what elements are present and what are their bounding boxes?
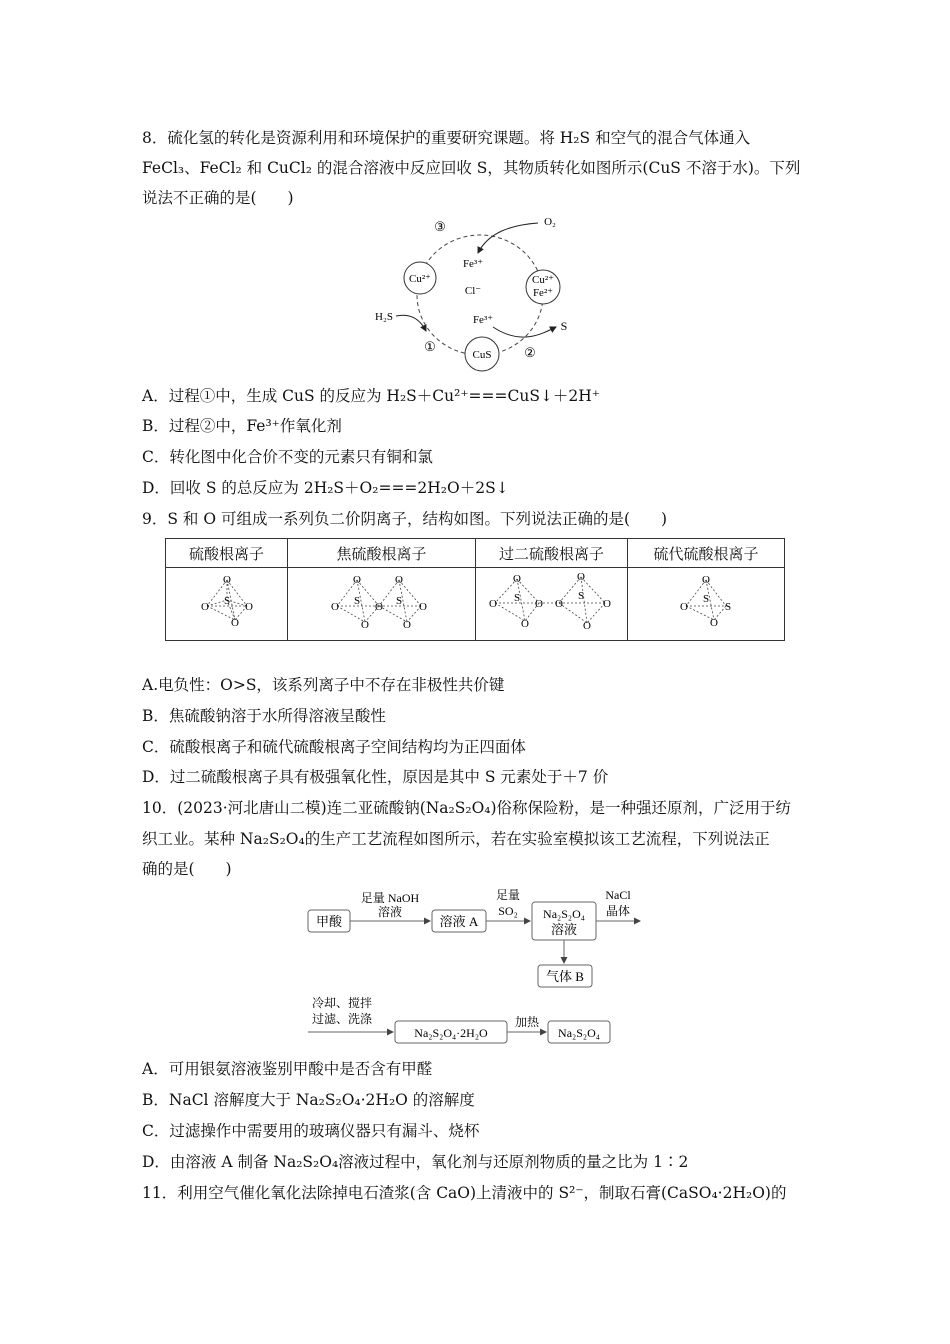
cell-thiosulfate xyxy=(628,568,785,641)
atom-o: O xyxy=(418,601,427,613)
q8-option-b: B．过程②中，Fe³⁺作氧化剂 xyxy=(142,417,342,435)
formic-acid-box: 甲酸 xyxy=(315,914,343,929)
nacl-label-bottom: 晶体 xyxy=(605,904,631,918)
fe2-right-label: Fe²⁺ xyxy=(532,287,554,299)
atom-o: O xyxy=(582,620,591,632)
peroxodisulfate-structure xyxy=(487,571,617,633)
fe3-low-label: Fe³⁺ xyxy=(472,314,494,326)
naoh-label-bottom: 溶液 xyxy=(377,905,403,919)
q8-option-d: D．回收 S 的总反应为 2H₂S＋O₂===2H₂O＋2S↓ xyxy=(142,479,509,497)
ion-structure-table xyxy=(165,538,785,641)
atom-o: O xyxy=(200,601,209,613)
q10-option-d: D．由溶液 A 制备 Na₂S₂O₄溶液过程中，氧化剂与还原剂物质的量之比为 1∶2 xyxy=(142,1153,689,1171)
q8-stem-line1: 8．硫化氢的转化是资源利用和环境保护的重要研究课题。将 H₂S 和空气的混合气体通入 xyxy=(142,129,751,147)
q8-option-a: A．过程①中，生成 CuS 的反应为 H₂S＋Cu²⁺===CuS↓＋2H⁺ xyxy=(142,387,600,405)
q9-option-d: D．过二硫酸根离子具有极强氧化性，原因是其中 S 元素处于＋7 价 xyxy=(142,768,609,786)
pyrosulfate-structure xyxy=(327,572,437,632)
atom-o: O xyxy=(374,601,383,613)
q9-stem: 9．S 和 O 可组成一系列负二价阴离子，结构如图。下列说法正确的是( ) xyxy=(142,510,668,528)
process-flow-diagram xyxy=(300,885,650,1050)
q10-option-a: A．可用银氨溶液鉴别甲酸中是否含有甲醛 xyxy=(142,1060,433,1078)
atom-o: O xyxy=(230,617,239,629)
o2-label: O₂ xyxy=(544,216,556,228)
q8-cycle-diagram xyxy=(360,205,590,375)
atom-o: O xyxy=(352,574,361,586)
header-pyrosulfate: 焦硫酸根离子 xyxy=(288,539,476,568)
atom-o: O xyxy=(576,571,585,583)
q10-stem-line2: 织工业。某种 Na₂S₂O₄的生产工艺流程如图所示，若在实验室模拟该工艺流程，下列说法正 xyxy=(142,830,770,848)
atom-s: S xyxy=(395,595,402,607)
atom-o: O xyxy=(488,598,497,610)
cell-peroxodisulfate xyxy=(476,568,628,641)
nacl-label-top: NaCl xyxy=(605,888,631,902)
atom-o: O xyxy=(710,617,718,629)
atom-o: O xyxy=(534,598,543,610)
cell-pyrosulfate xyxy=(288,568,476,641)
so2-label-top: 足量 xyxy=(495,888,521,902)
heat-label: 加热 xyxy=(514,1015,540,1029)
atom-o: O xyxy=(360,619,369,631)
q9-option-b: B．焦硫酸钠溶于水所得溶液呈酸性 xyxy=(142,707,386,725)
thiosulfate-structure xyxy=(676,572,736,632)
cl-label: Cl⁻ xyxy=(464,285,482,297)
header-sulfate: 硫酸根离子 xyxy=(166,539,288,568)
atom-o: O xyxy=(512,573,521,585)
s-label: S xyxy=(560,319,568,333)
q9-option-a: A.电负性：O>S，该系列离子中不存在非极性共价键 xyxy=(142,676,505,694)
atom-o: O xyxy=(680,601,688,613)
atom-o: O xyxy=(702,574,710,586)
sulfate-structure xyxy=(197,572,257,632)
q10-stem-line1: 10．(2023·河北唐山二模)连二亚硫酸钠(Na₂S₂O₄)俗称保险粉，是一种强还原剂，广泛用于纺 xyxy=(142,799,792,817)
hydrate-box: Na₂S₂O₄·2H₂O xyxy=(414,1026,488,1040)
cu2-right-label: Cu²⁺ xyxy=(532,274,554,286)
final-product-box: Na₂S₂O₄ xyxy=(558,1026,600,1040)
atom-s: S xyxy=(724,601,732,613)
h2s-label: H₂S xyxy=(375,311,393,323)
s-arrow xyxy=(493,327,556,337)
gas-b-box: 气体 B xyxy=(546,969,584,984)
q9-option-c: C．硫酸根离子和硫代硫酸根离子空间结构均为正四面体 xyxy=(142,738,526,756)
fe3-center-label: Fe³⁺ xyxy=(462,258,484,270)
atom-o: O xyxy=(402,619,411,631)
q10-stem-line3: 确的是( ) xyxy=(142,860,232,878)
atom-s: S xyxy=(513,592,520,604)
naoh-label-top: 足量 NaOH xyxy=(360,891,420,905)
q8-stem-line2: FeCl₃、FeCl₂ 和 CuCl₂ 的混合溶液中反应回收 S，其物质转化如图所示(CuS 不溶于水)。下列 xyxy=(142,159,801,177)
atom-s: S xyxy=(223,595,230,607)
atom-o: O xyxy=(394,574,403,586)
header-peroxodisulfate: 过二硫酸根离子 xyxy=(476,539,628,568)
atom-o: O xyxy=(222,574,231,586)
so2-label-bottom: SO₂ xyxy=(498,904,518,918)
atom-s: S xyxy=(577,590,584,602)
atom-s: S xyxy=(353,595,360,607)
cell-sulfate xyxy=(166,568,288,641)
q10-option-b: B．NaCl 溶解度大于 Na₂S₂O₄·2H₂O 的溶解度 xyxy=(142,1091,475,1109)
atom-o: O xyxy=(554,598,563,610)
product-box-bottom: 溶液 xyxy=(550,922,578,937)
atom-s: S xyxy=(702,593,710,605)
cu2-left-label: Cu²⁺ xyxy=(409,273,431,285)
step3-label: ③ xyxy=(434,219,446,234)
header-thiosulfate: 硫代硫酸根离子 xyxy=(628,539,785,568)
atom-o: O xyxy=(244,601,253,613)
q11-stem-line1: 11．利用空气催化氧化法除掉电石渣浆(含 CaO)上清液中的 S²⁻，制取石膏(CaSO₄·2H₂O)的 xyxy=(142,1184,787,1202)
atom-o: O xyxy=(520,618,529,630)
step2-label: ② xyxy=(524,345,536,360)
solution-a-box: 溶液 A xyxy=(439,914,479,929)
o2-arrow xyxy=(478,223,538,253)
q8-stem-line3: 说法不正确的是( ) xyxy=(142,189,294,207)
cool-label-top: 冷却、搅拌 xyxy=(311,996,373,1010)
atom-o: O xyxy=(330,601,339,613)
cus-label: CuS xyxy=(472,349,492,361)
q8-option-c: C．转化图中化合价不变的元素只有铜和氯 xyxy=(142,448,433,466)
cool-label-bottom: 过滤、洗涤 xyxy=(311,1012,373,1026)
step1-label: ① xyxy=(424,339,436,354)
atom-o: O xyxy=(602,598,611,610)
q10-option-c: C．过滤操作中需要用的玻璃仪器只有漏斗、烧杯 xyxy=(142,1122,480,1140)
product-box-top: Na₂S₂O₄ xyxy=(543,907,585,921)
